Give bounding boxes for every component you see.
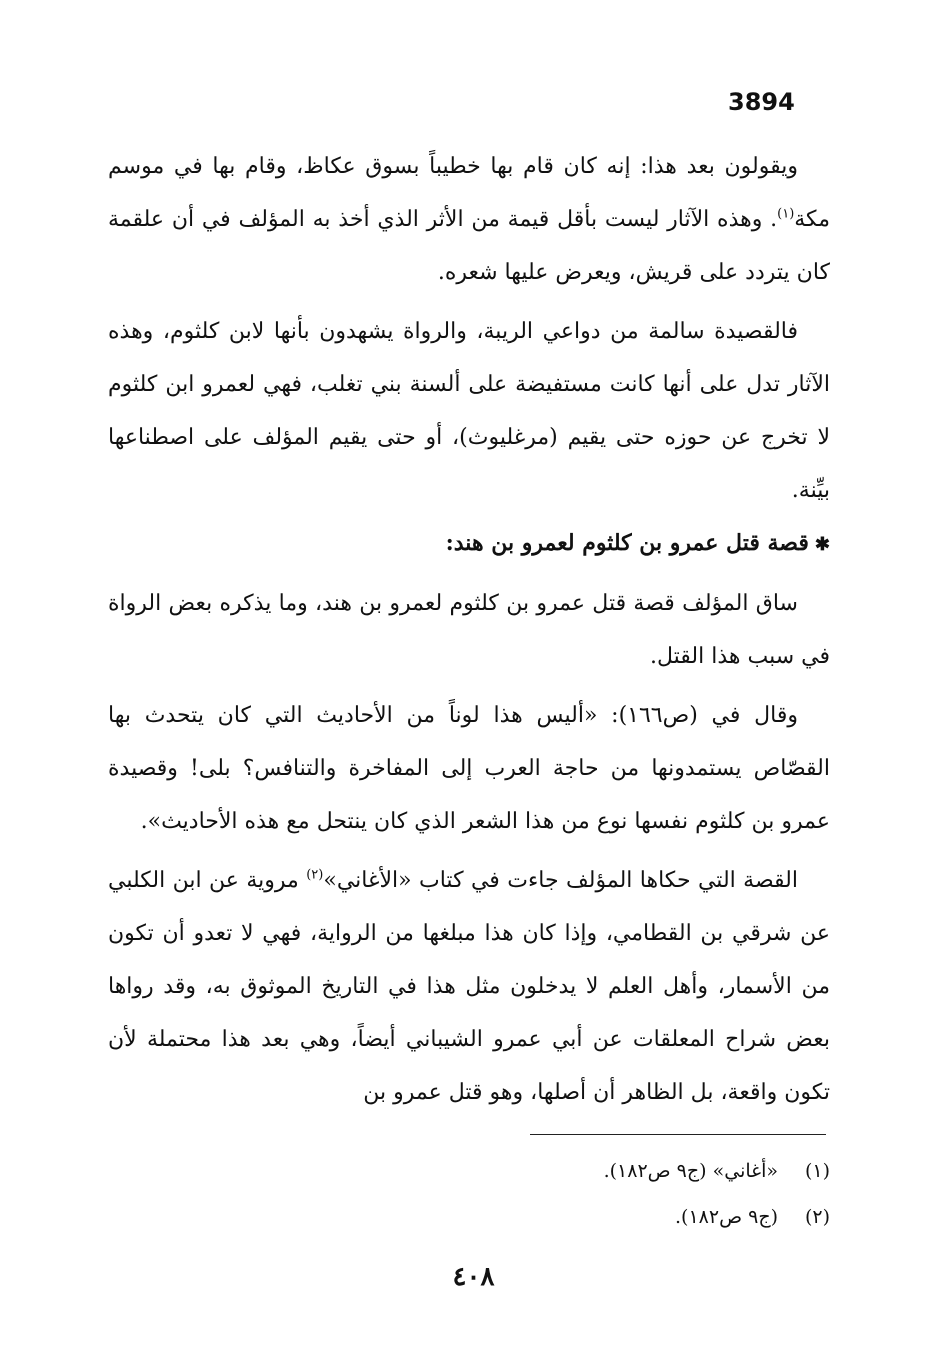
star-icon: ✱ (814, 534, 830, 555)
main-text (108, 140, 830, 1119)
page-number: ٤٠٨ (452, 1262, 495, 1292)
paragraph-5-continuation: مروية عن ابن الكلبي عن شرقي بن القطامي، وإذا كان هذا مبلغها من الرواية، فهي لا تعدو أن تكون من الأسمار، وأهل العلم لا يدخلون مثل هذا في التاريخ الموثوق به، وقد رواها بعض شراح المعلقات عن أبي عمرو الشيباني أيضاً، وهي بعد هذا محتملة لأن تكون واقعة، بل الظاهر أن أصلها، وهو قتل عمرو بن (108, 868, 830, 1105)
footnote-ref-2[interactable]: (٢) (306, 867, 324, 883)
section-heading (108, 517, 830, 571)
footnote-2 (108, 1194, 830, 1240)
paragraph-1-continuation: . وهذه الآثار ليست بأقل قيمة من الأثر الذي أخذ به المؤلف في أن علقمة كان يتردد على قريش، ويعرض عليها شعره. (108, 207, 830, 285)
section-heading-text: قصة قتل عمرو بن كلثوم لعمرو بن هند: (445, 530, 809, 556)
footnote-divider (530, 1134, 826, 1135)
paragraph-5 (108, 854, 830, 1119)
paragraph-2: فالقصيدة سالمة من دواعي الريبة، والرواة يشهدون بأنها لابن كلثوم، وهذه الآثار تدل على أنها كانت مستفيضة على ألسنة بني تغلب، فهي لعمرو ابن كلثوم لا تخرج عن حوزه حتى يقيم (مرغليوث)، أو حتى يقيم المؤلف على اصطناعها بيِّنة. (108, 319, 830, 503)
footnote-1 (108, 1148, 830, 1194)
paragraph-3: ساق المؤلف قصة قتل عمرو بن كلثوم لعمرو بن هند، وما يذكره بعض الرواة في سبب هذا القتل. (108, 591, 830, 669)
footnote-1-number: (١) (804, 1160, 830, 1182)
paragraph-4: وقال في (ص١٦٦): «أليس هذا لوناً من الأحاديث التي كان يتحدث بها القصّاص يستمدونها من حاجة العرب إلى المفاخرة والتنافس؟ بلى! وقصيدة عمرو بن كلثوم نفسها نوع من هذا الشعر الذي كان ينتحل مع هذه الأحاديث». (108, 703, 830, 834)
footnote-2-number: (٢) (804, 1206, 830, 1228)
paragraph-5-text: القصة التي حكاها المؤلف جاءت في كتاب «الأغاني» (323, 868, 798, 893)
paragraph-1-text: ويقولون بعد هذا: إنه كان قام بها خطيباً بسوق عكاظ، وقام بها في موسم مكة (108, 154, 830, 232)
footnotes (108, 1148, 830, 1240)
paragraph-1 (108, 140, 830, 299)
page-id-stamp: 3894 (728, 88, 795, 116)
footnote-ref-1[interactable]: (١) (777, 206, 795, 222)
footnote-2-text: (ج٩ ص١٨٢). (675, 1206, 778, 1228)
footnote-1-text: «أغاني» (ج٩ ص١٨٢). (603, 1160, 778, 1182)
